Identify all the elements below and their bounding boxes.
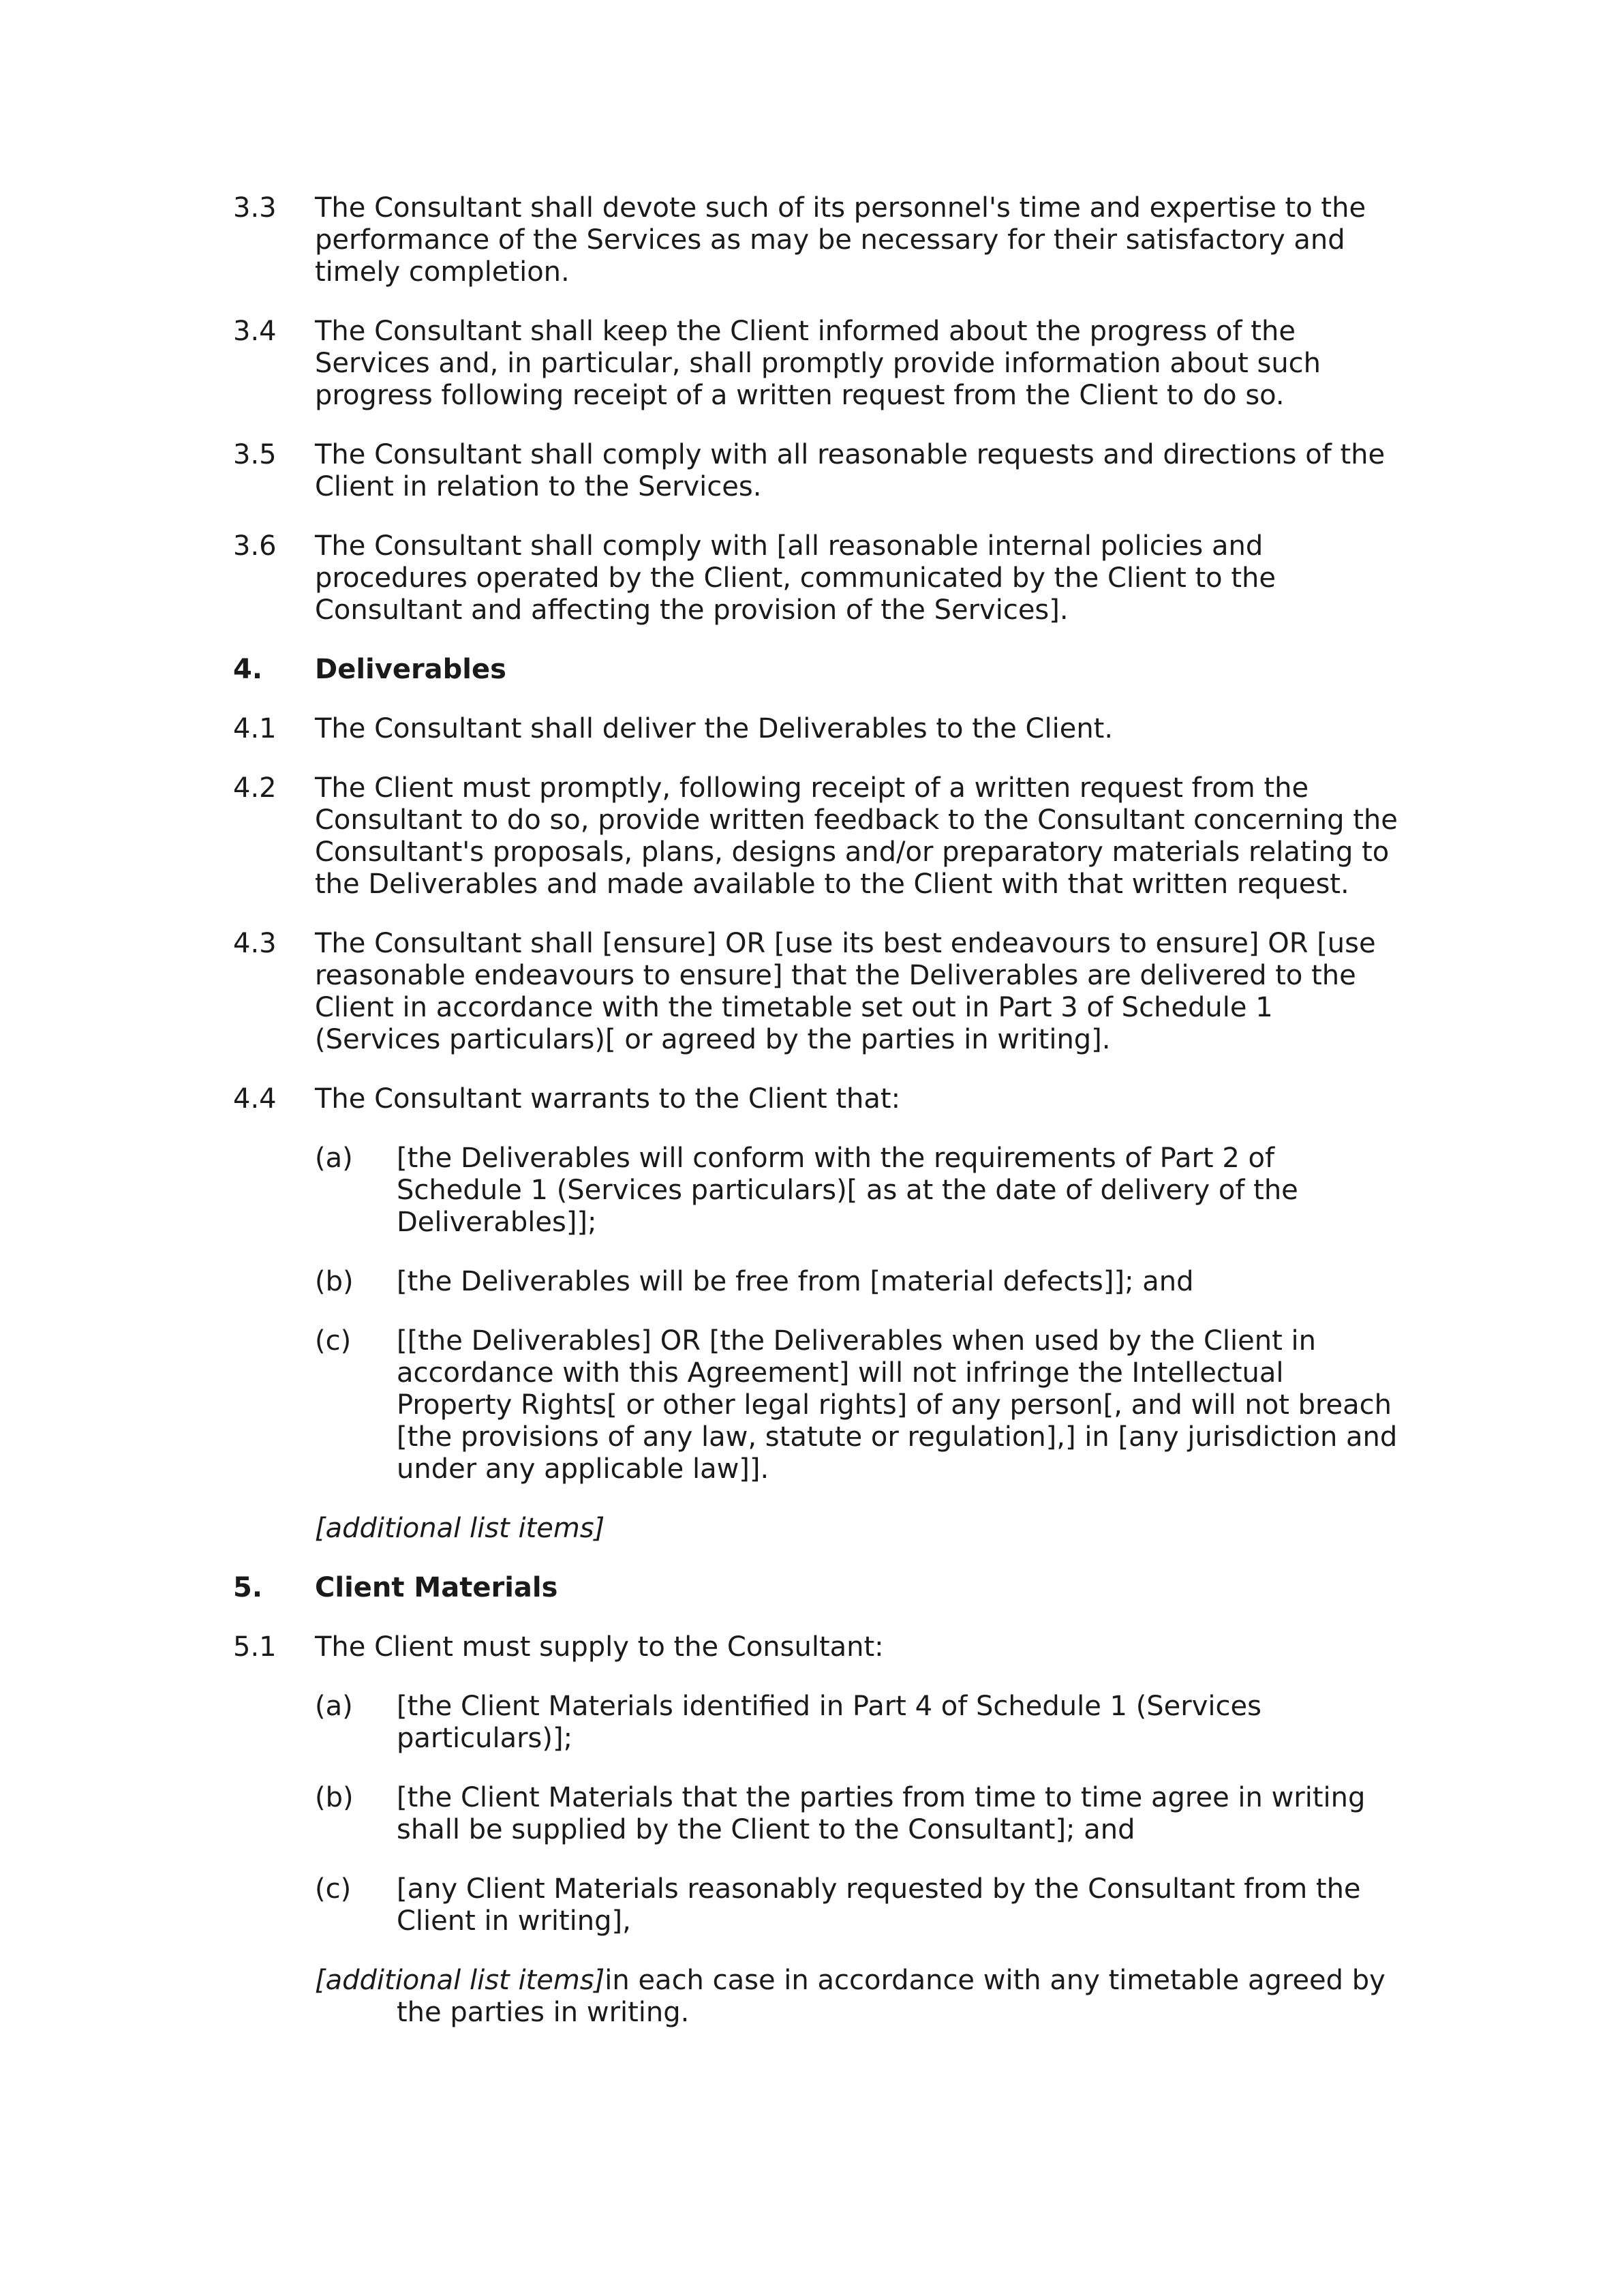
clause-4-4	[233, 1083, 1405, 1115]
clause-3-3	[233, 192, 1405, 288]
list-letter: (a)	[315, 1691, 353, 1722]
clause-text: The Client must supply to the Consultant:	[315, 1631, 884, 1663]
clause-text: The Consultant shall deliver the Deliverables to the Client.	[315, 713, 1114, 744]
section-title: Client Materials	[315, 1572, 558, 1603]
clause-5-1-trailing	[315, 1965, 1405, 2029]
list-item-text: [the Deliverables will be free from [material defects]]; and	[397, 1266, 1194, 1297]
clause-number: 4.4	[233, 1083, 277, 1115]
clause-text: The Consultant shall [ensure] OR [use its best endeavours to ensure] OR [use reasonable endeavours to ensure] that the Deliverables are delivered to the Client in accordance with the timetable set out in Part 3 of Schedule 1 (Services particulars)[ or agreed by the parties in writing].	[315, 928, 1376, 1055]
list-item-text: [[the Deliverables] OR [the Deliverables when used by the Client in accordance with this Agreement] will not infringe the Intellectual Property Rights[ or other legal rights] of any person[, and will not breach [the provisions of any law, statute or regulation],] in [any jurisdiction and under any applicable law]].	[397, 1325, 1398, 1485]
section-heading-4	[233, 654, 1405, 686]
list-item-text: [the Client Materials that the parties from time to time agree in writing shall be supplied by the Client to the Consultant]; and	[397, 1782, 1366, 1845]
document-body	[233, 192, 1405, 2056]
clause-5-1	[233, 1631, 1405, 1663]
placeholder-text: [additional list items]	[315, 1513, 605, 1544]
clause-number: 4.2	[233, 772, 277, 804]
clause-text: The Client must promptly, following receipt of a written request from the Consultant to do so, provide written feedback to the Consultant concerning the Consultant's proposals, plans, designs and/or preparatory materials relating to the Deliverables and made available to the Client with that written request.	[315, 772, 1398, 900]
clause-4-1	[233, 713, 1405, 745]
clause-4-4-a	[315, 1143, 1405, 1239]
clause-5-1-a	[315, 1691, 1405, 1755]
clause-number: 4.1	[233, 713, 277, 744]
clause-text: The Consultant shall comply with [all reasonable internal policies and procedures operated by the Client, communicated by the Client to the Consultant and affecting the provision of the Services].	[315, 530, 1276, 626]
section-number: 4.	[233, 654, 263, 685]
list-item-text: [any Client Materials reasonably requested by the Consultant from the Client in writing],	[397, 1873, 1361, 1937]
section-heading-5	[233, 1572, 1405, 1604]
clause-5-1-b	[315, 1782, 1405, 1846]
section-number: 5.	[233, 1572, 263, 1603]
clause-text: The Consultant warrants to the Client that:	[315, 1083, 901, 1115]
clause-text: The Consultant shall comply with all reasonable requests and directions of the Client in relation to the Services.	[315, 439, 1386, 502]
trailing-text: in each case in accordance with any timetable agreed by the parties in writing.	[397, 1965, 1386, 2028]
clause-number: 3.5	[233, 439, 277, 470]
clause-4-3	[233, 928, 1405, 1056]
additional-list-items-placeholder	[315, 1513, 1405, 1545]
clause-number: 3.3	[233, 192, 277, 224]
clause-3-5	[233, 439, 1405, 503]
clause-4-2	[233, 772, 1405, 901]
clause-5-1-c	[315, 1873, 1405, 1937]
clause-text: The Consultant shall keep the Client informed about the progress of the Services and, in particular, shall promptly provide information about such progress following receipt of a written request from the Client to do so.	[315, 316, 1321, 411]
placeholder-text: [additional list items]	[315, 1965, 605, 1996]
list-letter: (c)	[315, 1873, 352, 1905]
list-letter: (b)	[315, 1782, 354, 1813]
clause-4-4-b	[315, 1266, 1405, 1298]
clause-4-4-c	[315, 1325, 1405, 1485]
clause-3-4	[233, 316, 1405, 412]
clause-number: 3.6	[233, 530, 277, 562]
list-letter: (c)	[315, 1325, 352, 1357]
clause-number: 4.3	[233, 928, 277, 959]
list-letter: (b)	[315, 1266, 354, 1297]
clause-text: The Consultant shall devote such of its personnel's time and expertise to the performance of the Services as may be necessary for their satisfactory and timely completion.	[315, 192, 1366, 288]
section-title: Deliverables	[315, 654, 506, 685]
list-item-text: [the Client Materials identified in Part 4 of Schedule 1 (Services particulars)];	[397, 1691, 1261, 1754]
clause-number: 5.1	[233, 1631, 277, 1663]
clause-number: 3.4	[233, 316, 277, 347]
list-item-text: [the Deliverables will conform with the requirements of Part 2 of Schedule 1 (Services particulars)[ as at the date of delivery of the Deliverables]];	[397, 1143, 1298, 1238]
list-letter: (a)	[315, 1143, 353, 1174]
clause-3-6	[233, 530, 1405, 626]
